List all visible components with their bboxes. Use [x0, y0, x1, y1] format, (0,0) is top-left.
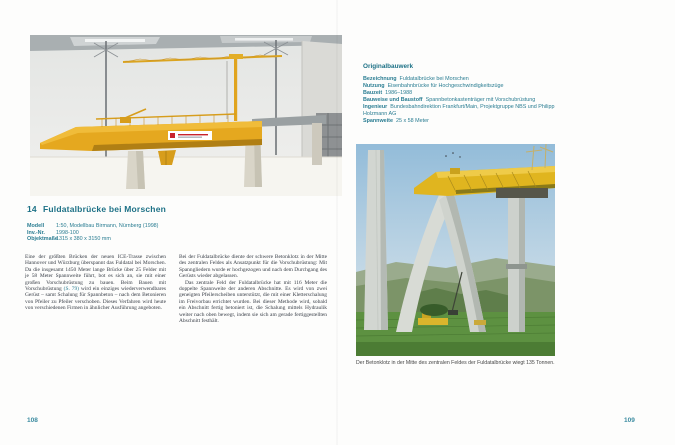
spec-row-bezeichnung	[363, 76, 575, 83]
spec-value: Fuldatalbrücke bei Morschen	[399, 76, 469, 82]
spec-value: 25 x 58 Meter	[395, 118, 429, 124]
model-metadata	[27, 223, 327, 243]
meta-row-objektmasse	[27, 236, 327, 243]
holzmann-sign	[168, 131, 212, 140]
spec-value: 1986–1988	[385, 90, 413, 96]
meta-label: Objektmaße	[27, 236, 58, 243]
meta-row-invnr	[27, 230, 327, 237]
spec-row-spannweite	[363, 118, 575, 125]
meta-label: Modell	[27, 223, 45, 229]
tall-pier	[364, 150, 388, 330]
body-column-1	[25, 254, 166, 324]
meta-row-modell	[27, 223, 327, 230]
construction-photo	[356, 144, 555, 356]
meta-label: Inv.-Nr.	[27, 229, 45, 236]
chapter-number: 14	[27, 204, 37, 214]
body-text-before-ref: Eine der größten Brücken der neuen ICE-Trasse zwischen Hannover und Würzburg überspannt das Fuldatal bei Morschen. Da die insgesamt 1450 Meter lange Brücke über 25 Felder mit je 58 Meter Spannweite führt, bot es sich an, sie mit einer großen Vorschubrüstung zu bauen. Beim Bauen mit Vorschubrüstung	[25, 254, 166, 293]
spec-value: Spannbetonkastenträger mit Vorschubrüstung	[425, 97, 536, 103]
page-cross-reference: (S. 79)	[63, 286, 79, 293]
page-number-right: 109	[624, 417, 635, 424]
chapter-heading	[27, 204, 327, 214]
spec-value: Bundesbahndirektion Frankfurt/Main, Projektgruppe NBS und Philipp Holzmann AG	[363, 104, 555, 117]
page-gutter	[336, 0, 338, 445]
photo-caption: Der Betonklotz in der Mitte des zentralen Feldes der Fuldatalbrücke wiegt 135 Tonnen.	[356, 360, 555, 366]
originalbauwerk-title: Originalbauwerk	[363, 63, 414, 70]
spec-row-bauzeit	[363, 90, 575, 97]
museum-model-photo	[30, 35, 342, 196]
page-number-left: 108	[27, 417, 38, 424]
spec-label: Spannweite	[363, 118, 393, 124]
paragraph: Das zentrale Feld der Fuldatalbrücke hat mit 116 Meter die doppelte Spannweite der anderen Abschnitte. Es wird von zwei geneigten Pfeilerscheiben unterstützt, die mit einer Kletterschalung im Freivorbau errichtet wurden. Bei dieser Methode wird, sobald ein Abschnitt fertig betoniert ist, die Schalung mittels Hydraulik weiter nach oben bewegt, indem sie sich am gerade fertiggestellten Abschnitt festhält.	[179, 279, 327, 325]
spec-label: Bauzeit	[363, 90, 383, 96]
meta-value: 1998-100	[56, 229, 79, 236]
spec-label: Bezeichnung	[363, 76, 397, 82]
spec-row-bauweise	[363, 97, 575, 104]
spec-value: Eisenbahnbrücke für Hochgeschwindigkeitszüge	[387, 83, 504, 89]
body-text-after-ref: wird ein einziges wiederverwendbares Gerüst – samt Schalung für Spannbeton – nach dem Betonieren von Pfeiler zu Pfeiler verschoben. Dieses Verfahren wird heute von verschiedenen Firmen in ähnlicher Ausführung angeboten.	[25, 286, 166, 312]
paragraph: Bei der Fuldatalbrücke diente der schwere Betonklotz in der Mitte des zentralen Feldes als Ansatzpunkt für die Vorschubrüstung: Mit Spanngliedern wurde er hochgezogen und nach dem Durchgang des Gerüsts wieder abgelassen.	[179, 254, 327, 280]
meta-value: 1:50, Modellbau Birmann, Nürnberg (1998)	[56, 223, 159, 229]
body-column-2	[179, 254, 327, 324]
spec-row-ingenieur	[363, 104, 575, 118]
original-structure-specs	[363, 76, 575, 125]
spec-row-nutzung	[363, 83, 575, 90]
spec-label: Bauweise und Baustoff	[363, 97, 423, 103]
trees	[420, 304, 448, 316]
meta-value: 1315 x 380 x 3150 mm	[56, 236, 111, 243]
right-pier	[506, 184, 527, 332]
body-text	[25, 254, 327, 324]
museum-plinth	[30, 157, 342, 196]
spec-label: Nutzung	[363, 83, 385, 89]
chapter-title: Fuldatalbrücke bei Morschen	[43, 204, 167, 214]
spec-label: Ingenieur	[363, 104, 388, 110]
